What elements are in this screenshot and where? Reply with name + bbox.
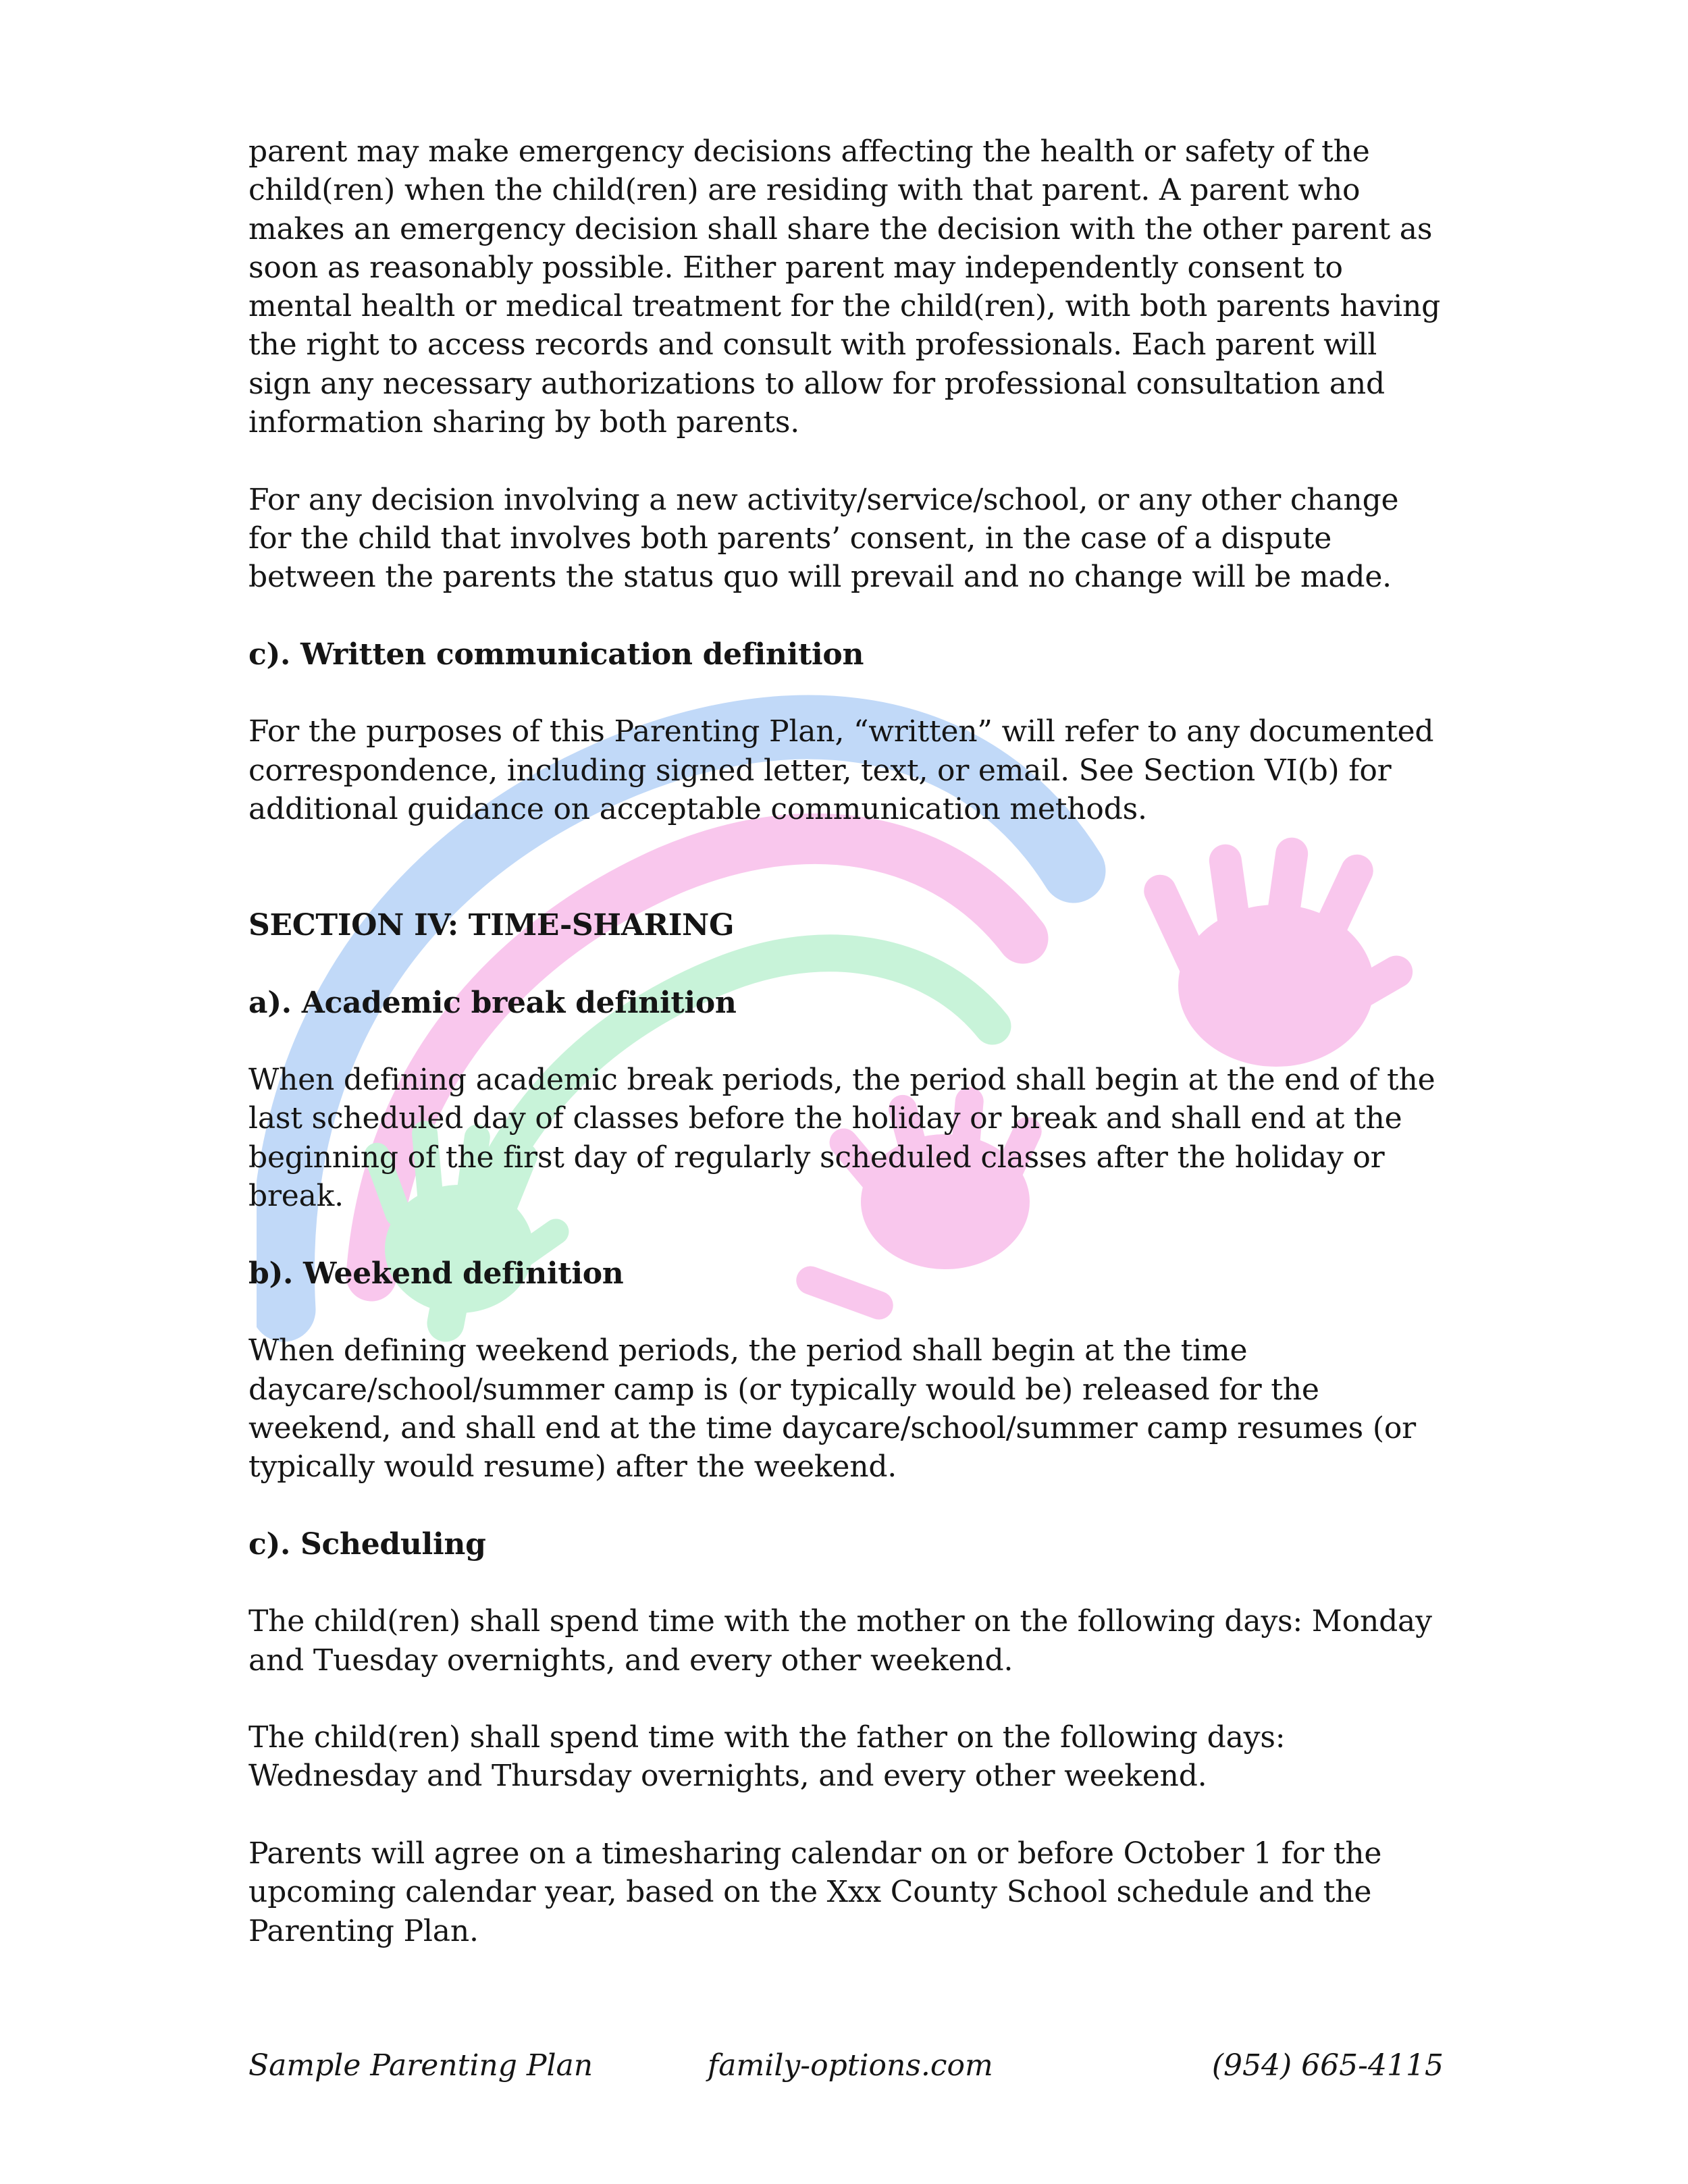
written-communication-paragraph: For the purposes of this Parenting Plan, “written” will refer to any documented correspondence, including signed letter, text, or email. See Section VI(b) for additional guidance on acceptable communication methods.	[248, 714, 1434, 827]
section-heading: SECTION IV: TIME-SHARING	[248, 907, 735, 942]
page-footer	[248, 2046, 1444, 2086]
written-communication-heading: c). Written communication definition	[248, 637, 864, 672]
intro-paragraph: parent may make emergency decisions affecting the health or safety of the child(ren) when the child(ren) are residing with that parent. A parent who makes an emergency decision shall share the decision with the other parent as soon as reasonably possible. Either parent may independently consent to mental health or medical treatment for the child(ren), with both parents having the right to access records and consult with professionals. Each parent will sign any necessary authorizations to allow for professional consultation and information sharing by both parents.	[248, 134, 1441, 440]
footer-phone: (954) 665-4115	[1211, 2048, 1444, 2083]
footer-title: Sample Parenting Plan	[248, 2048, 594, 2083]
academic-break-heading: a). Academic break definition	[248, 985, 737, 1020]
mother-schedule-paragraph: The child(ren) shall spend time with the mother on the following days: Monday and Tuesday overnights, and every other weekend.	[248, 1604, 1432, 1678]
weekend-paragraph: When defining weekend periods, the period shall begin at the time daycare/school/summer camp is (or typically would be) released for the weekend, and shall end at the time daycare/school/summer camp resumes (or typically would resume) after the weekend.	[248, 1333, 1416, 1485]
dispute-paragraph: For any decision involving a new activity/service/school, or any other change for the child that involves both parents’ consent, in the case of a dispute between the parents the status quo will prevail and no change will be made.	[248, 482, 1399, 595]
footer-website: family-options.com	[708, 2048, 993, 2083]
calendar-paragraph: Parents will agree on a timesharing calendar on or before October 1 for the upcoming calendar year, based on the Xxx County School schedule and the Parenting Plan.	[248, 1836, 1382, 1948]
father-schedule-paragraph: The child(ren) shall spend time with the father on the following days: Wednesday and Thursday overnights, and every other weekend.	[248, 1720, 1286, 1794]
academic-break-paragraph: When defining academic break periods, the period shall begin at the end of the last scheduled day of classes before the holiday or break and shall end at the beginning of the first day of regularly scheduled classes after the holiday or break.	[248, 1063, 1435, 1214]
weekend-heading: b). Weekend definition	[248, 1256, 624, 1291]
scheduling-heading: c). Scheduling	[248, 1526, 486, 1562]
document-body	[248, 132, 1444, 1950]
